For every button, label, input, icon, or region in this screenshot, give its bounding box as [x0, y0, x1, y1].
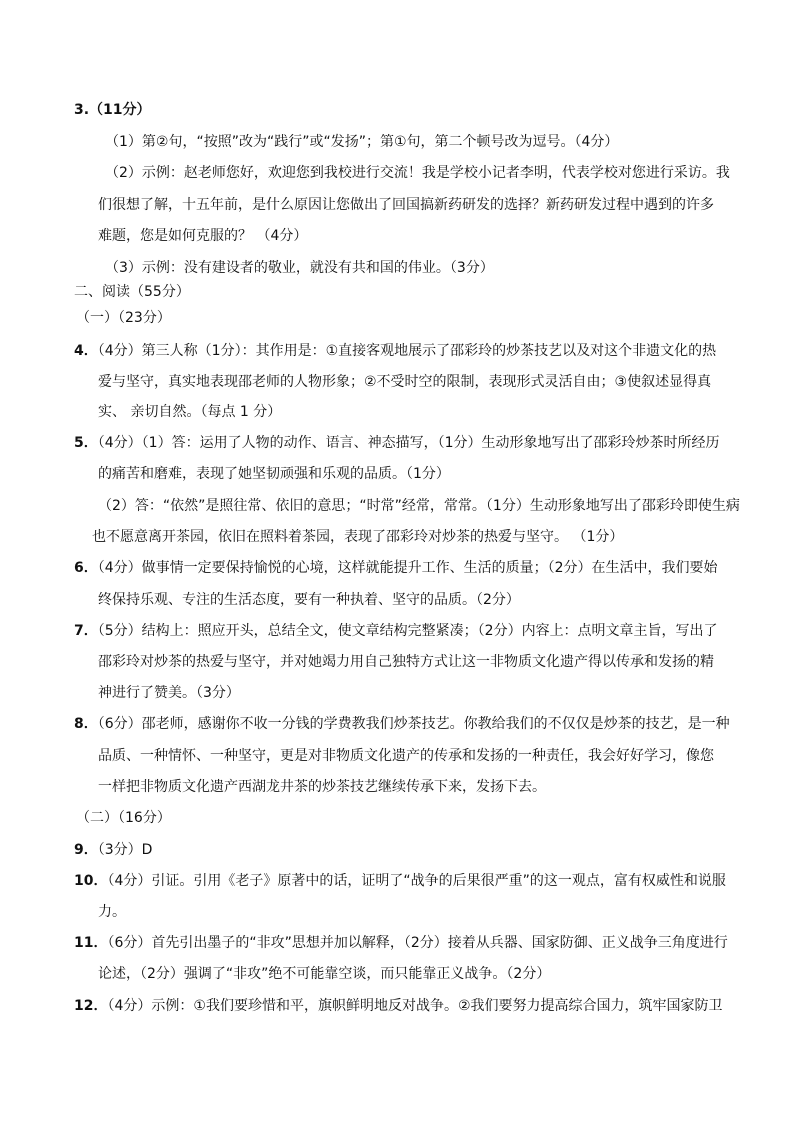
q9-text-1: （3分）D	[97, 842, 153, 858]
q6-line-1	[74, 558, 718, 578]
q5-line-2: 的痛苦和磨难，表现了她坚韧顽强和乐观的品质。（1分）	[98, 466, 450, 482]
q6-text-1: （4分）做事情一定要保持愉悦的心境，这样就能提升工作、生活的质量；（2分）在生活中，我们要始	[97, 560, 718, 576]
section-2-heading: （二）（16分）	[76, 810, 171, 826]
q9-line-1	[74, 840, 152, 860]
q5-line-3: （2）答：“依然”是照往常、依旧的意思；“时常”经常，常常。（1分）生动形象地写出了邵彩玲即使生病	[98, 498, 740, 514]
q10-line-1	[74, 871, 726, 891]
q12-text-1: （4分）示例：①我们要珍惜和平，旗帜鲜明地反对战争。②我们要努力提高综合国力，筑牢国家防卫	[107, 998, 723, 1014]
q5-number: 5．	[74, 435, 98, 451]
q6-number: 6．	[74, 560, 98, 576]
section-1-heading: （一）（23分）	[76, 310, 171, 326]
q10-text-1: （4分）引证。引用《老子》原著中的话，证明了“战争的后果很严重”的这一观点，富有权威性和说服	[107, 873, 726, 889]
q12-line-1	[74, 996, 723, 1016]
q3-answer-2-line-2: 们很想了解，十五年前，是什么原因让您做出了回国搞新药研发的选择？新药研发过程中遇到的许多	[98, 197, 714, 213]
q12-number: 12．	[74, 998, 108, 1014]
q9-number: 9．	[74, 842, 98, 858]
q8-line-3: 一样把非物质文化遗产西湖龙井茶的炒茶技艺继续传承下来，发扬下去。	[98, 779, 546, 795]
q4-number: 4．	[74, 343, 98, 359]
q5-line-4: 也不愿意离开茶园，依旧在照料着茶园，表现了邵彩玲对炒茶的热爱与坚守。 （1分）	[92, 529, 624, 545]
q10-line-2: 力。	[98, 904, 126, 920]
q8-text-1: （6分）邵老师，感谢你不收一分钱的学费教我们炒茶技艺。你教给我们的不仅仅是炒茶的技艺，是一种	[97, 716, 730, 732]
q4-line-1	[74, 341, 716, 361]
q3-heading: 3.（11分）	[74, 102, 151, 118]
q4-line-2: 爱与坚守，真实地表现邵老师的人物形象；②不受时空的限制，表现形式灵活自由；③使叙述显得真	[98, 374, 712, 390]
q11-line-1	[74, 933, 728, 953]
q11-line-2: 论述，（2分）强调了“非攻”绝不可能靠空谈，而只能靠正义战争。（2分）	[98, 966, 551, 982]
q4-line-3: 实、 亲切自然。（每点 1 分）	[98, 404, 282, 420]
q3-answer-2-line-1: （2）示例：赵老师您好，欢迎您到我校进行交流！我是学校小记者李明，代表学校对您进行采访。我	[105, 165, 730, 181]
q6-line-2: 终保持乐观、专注的生活态度，要有一种执着、坚守的品质。（2分）	[98, 592, 520, 608]
q10-number: 10．	[74, 873, 108, 889]
q7-line-3: 神进行了赞美。（3分）	[98, 685, 240, 701]
q7-text-1: （5分）结构上：照应开头，总结全文，使文章结构完整紧凑；（2分）内容上：点明文章主旨，写出了	[97, 623, 718, 639]
q7-number: 7．	[74, 623, 98, 639]
q3-answer-3: （3）示例：没有建设者的敬业，就没有共和国的伟业。（3分）	[105, 260, 494, 276]
q8-line-2: 品质、一种情怀、一种坚守，更是对非物质文化遗产的传承和发扬的一种责任，我会好好学习，像您	[98, 748, 714, 764]
q8-number: 8．	[74, 716, 98, 732]
q11-number: 11．	[74, 935, 108, 951]
q5-text-1: （4分）（1）答：运用了人物的动作、语言、神态描写，（1分）生动形象地写出了邵彩玲炒茶时所经历	[97, 435, 720, 451]
part2-heading: 二、阅读（55分）	[74, 284, 190, 300]
q5-line-1	[74, 433, 719, 453]
q4-text-1: （4分）第三人称（1分）：其作用是：①直接客观地展示了邵彩玲的炒茶技艺以及对这个非遗文化的热	[97, 343, 717, 359]
q3-answer-1: （1）第②句，“按照”改为“践行”或“发扬”；第①句，第二个顿号改为逗号。（4分）	[105, 134, 619, 150]
q11-text-1: （6分）首先引出墨子的“非攻”思想并加以解释，（2分）接着从兵器、国家防御、正义战争三角度进行	[107, 935, 728, 951]
q8-line-1	[74, 714, 730, 734]
q7-line-2: 邵彩玲对炒茶的热爱与坚守，并对她竭力用自己独特方式让这一非物质文化遗产得以传承和发扬的精	[98, 654, 714, 670]
q3-answer-2-line-3: 难题，您是如何克服的？ （4分）	[98, 228, 308, 244]
q7-line-1	[74, 621, 718, 641]
